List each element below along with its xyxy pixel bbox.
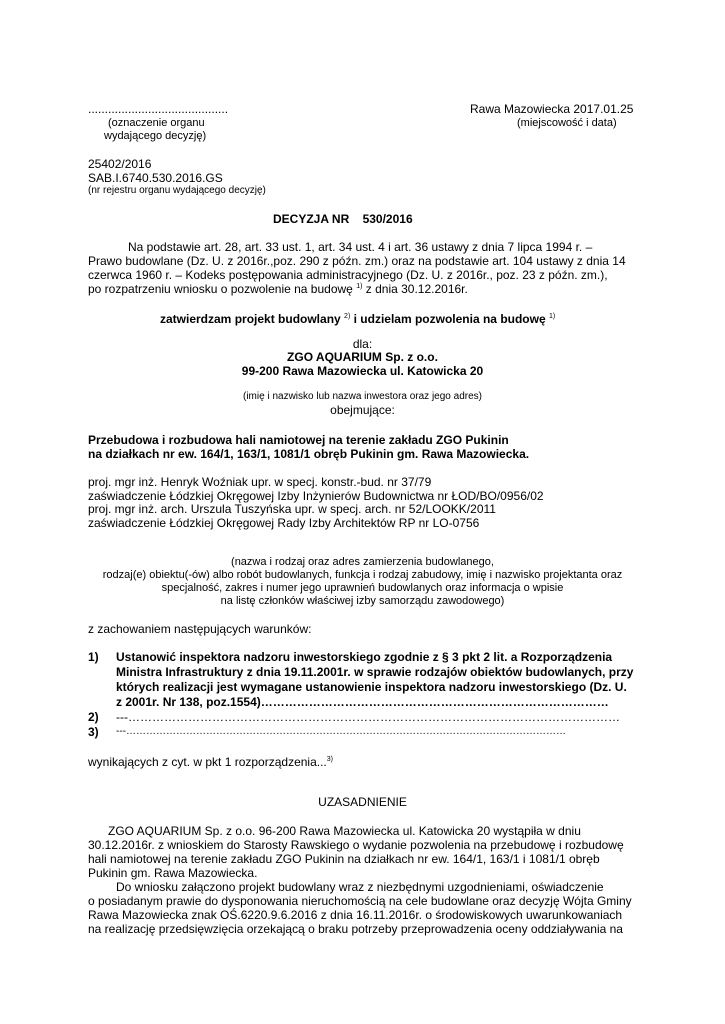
designers-label-line: rodzaj(e) obiektu(-ów) albo robót budowlanych, funkcja i rodzaj zabudowy, imię i nazwisko projektanta oraz: [102, 569, 623, 581]
place-date-label: (miejscowość i data): [517, 117, 617, 129]
designer-line: zaświadczenie Łódzkiej Okręgowej Izby Inżynierów Budownictwa nr ŁOD/BO/0956/02: [88, 489, 544, 503]
investor-for-label: dla:: [352, 337, 373, 351]
condition-line: Ministra Infrastruktury z dnia 19.11.2001r. w sprawie rodzajów obiektów budowlanych, przy: [116, 665, 634, 679]
project-line-2: na działkach nr ew. 164/1, 163/1, 1081/1 obręb Pukinin gm. Rawa Mazowiecka.: [88, 447, 530, 461]
footnote-2: 2): [344, 313, 351, 320]
justification-line: Pukinin gm. Rawa Mazowiecka.: [88, 866, 258, 880]
decision-label: DECYZJA NR: [273, 212, 350, 226]
justification-line: Do wniosku załączono projekt budowlany wraz z niezbędnymi uzgodnieniami, oświadczenie: [116, 880, 604, 894]
conditions-intro: z zachowaniem następujących warunków:: [88, 622, 312, 636]
investor-address: 99-200 Rawa Mazowiecka ul. Katowicka 20: [241, 364, 484, 378]
decision-title: [273, 212, 413, 226]
basis-line-1: Na podstawie art. 28, art. 33 ust. 1, art. 34 ust. 4 i art. 36 ustawy z dnia 7 lipca 1994 r. –: [128, 240, 593, 254]
decision-number: 530/2016: [362, 212, 413, 226]
designers-label-line: (nazwa i rodzaj oraz adres zamierzenia budowlanego,: [231, 556, 494, 568]
justification-line: o posiadanym prawie do dysponowania nieruchomością na cele budowlane oraz decyzję Wójta Gminy: [88, 894, 632, 908]
footnote-3: 3): [326, 756, 333, 763]
approval-statement: [160, 312, 555, 326]
condition-line: których realizacji jest wymagane ustanowienie inspektora nadzoru inwestorskiego (Dz. U.: [116, 680, 627, 694]
register-label: (nr rejestru organu wydającego decyzję): [88, 185, 266, 196]
approval-text-a: zatwierdzam projekt budowlany: [160, 312, 341, 326]
justification-line: 30.12.2016r. z wnioskiem do Starosty Rawskiego o wydanie pozwolenia na przebudowę i rozbudowę: [88, 838, 624, 852]
condition-line: ---……………………………………………………………………………………………………………………: [116, 726, 566, 737]
justification-line: na realizację przedsięwzięcia orzekającą o braku potrzeby przeprowadzenia oceny oddziaływania na: [88, 922, 623, 936]
condition-number: 1): [88, 650, 99, 664]
register-number: 25402/2016: [88, 157, 152, 171]
designers-label-line: na listę członków właściwej izby samorządu zawodowego): [220, 595, 505, 607]
condition-number: 2): [88, 710, 99, 724]
condition-line: z 2001r. Nr 138, poz.1554)……………………………………………………………………………: [116, 695, 609, 709]
basis-line-4: [88, 282, 468, 296]
covering-label: obejmujące:: [330, 403, 395, 417]
resulting-line: [88, 755, 333, 769]
basis-line-4-b: z dnia 30.12.2016r.: [365, 282, 468, 296]
approval-text-b: i udzielam pozwolenia na budowę: [353, 312, 546, 326]
justification-line: ZGO AQUARIUM Sp. z o.o. 96-200 Rawa Mazowiecka ul. Katowicka 20 wystąpiła w dniu: [108, 824, 581, 838]
organ-label: (oznaczenie organu: [108, 117, 205, 129]
condition-number: 3): [88, 725, 99, 739]
designer-line: zaświadczenie Łódzkiej Okręgowej Rady Izby Architektów RP nr LO-0756: [88, 516, 480, 530]
justification-heading: UZASADNIENIE: [318, 795, 407, 809]
designer-line: proj. mgr inż. arch. Urszula Tuszyńska upr. w specj. arch. nr 52/LOOKK/2011: [88, 502, 496, 516]
organ-dots: ..........................................: [88, 102, 229, 116]
basis-line-4-a: po rozpatrzeniu wniosku o pozwolenie na budowę: [88, 282, 353, 296]
condition-line: Ustanowić inspektora nadzoru inwestorskiego zgodnie z § 3 pkt 2 lit. a Rozporządzenia: [116, 650, 613, 664]
designers-label-line: specjalność, zakres i numer jego uprawnień budowlanych oraz informacja o wpisie: [161, 582, 564, 594]
justification-line: hali namiotowej na terenie zakładu ZGO Pukinin na działkach nr ew. 164/1, 163/1 i 1081/1 obręb: [88, 852, 600, 866]
basis-line-2: Prawo budowlane (Dz. U. z 2016r.,poz. 290 z późn. zm.) oraz na podstawie art. 104 ustawy z dnia 14: [88, 254, 626, 268]
project-line-1: Przebudowa i rozbudowa hali namiotowej na terenie zakładu ZGO Pukinin: [88, 433, 509, 447]
footnote-1: 1): [356, 283, 363, 290]
condition-line: ---……………………………………………………………………………………………………………: [116, 710, 620, 724]
footnote-1b: 1): [549, 313, 556, 320]
basis-line-3: czerwca 1960 r. – Kodeks postępowania administracyjnego (Dz. U. z 2016r., poz. 23 z późn. zm.),: [88, 268, 608, 282]
justification-line: Rawa Mazowiecka znak OŚ.6220.9.6.2016 z dnia 16.11.2016r. o środowiskowych uwarunkowaniach: [88, 908, 623, 922]
investor-label: (imię i nazwisko lub nazwa inwestora oraz jego adres): [243, 391, 482, 402]
investor-name: ZGO AQUARIUM Sp. z o.o.: [287, 350, 438, 364]
place-date: Rawa Mazowiecka 2017.01.25: [470, 102, 634, 116]
designer-line: proj. mgr inż. Henryk Woźniak upr. w specj. konstr.-bud. nr 37/79: [88, 475, 432, 489]
resulting-text: wynikających z cyt. w pkt 1 rozporządzenia...: [88, 755, 327, 769]
organ-label-2: wydającego decyzję): [104, 130, 207, 142]
case-number: SAB.I.6740.530.2016.GS: [88, 171, 223, 185]
